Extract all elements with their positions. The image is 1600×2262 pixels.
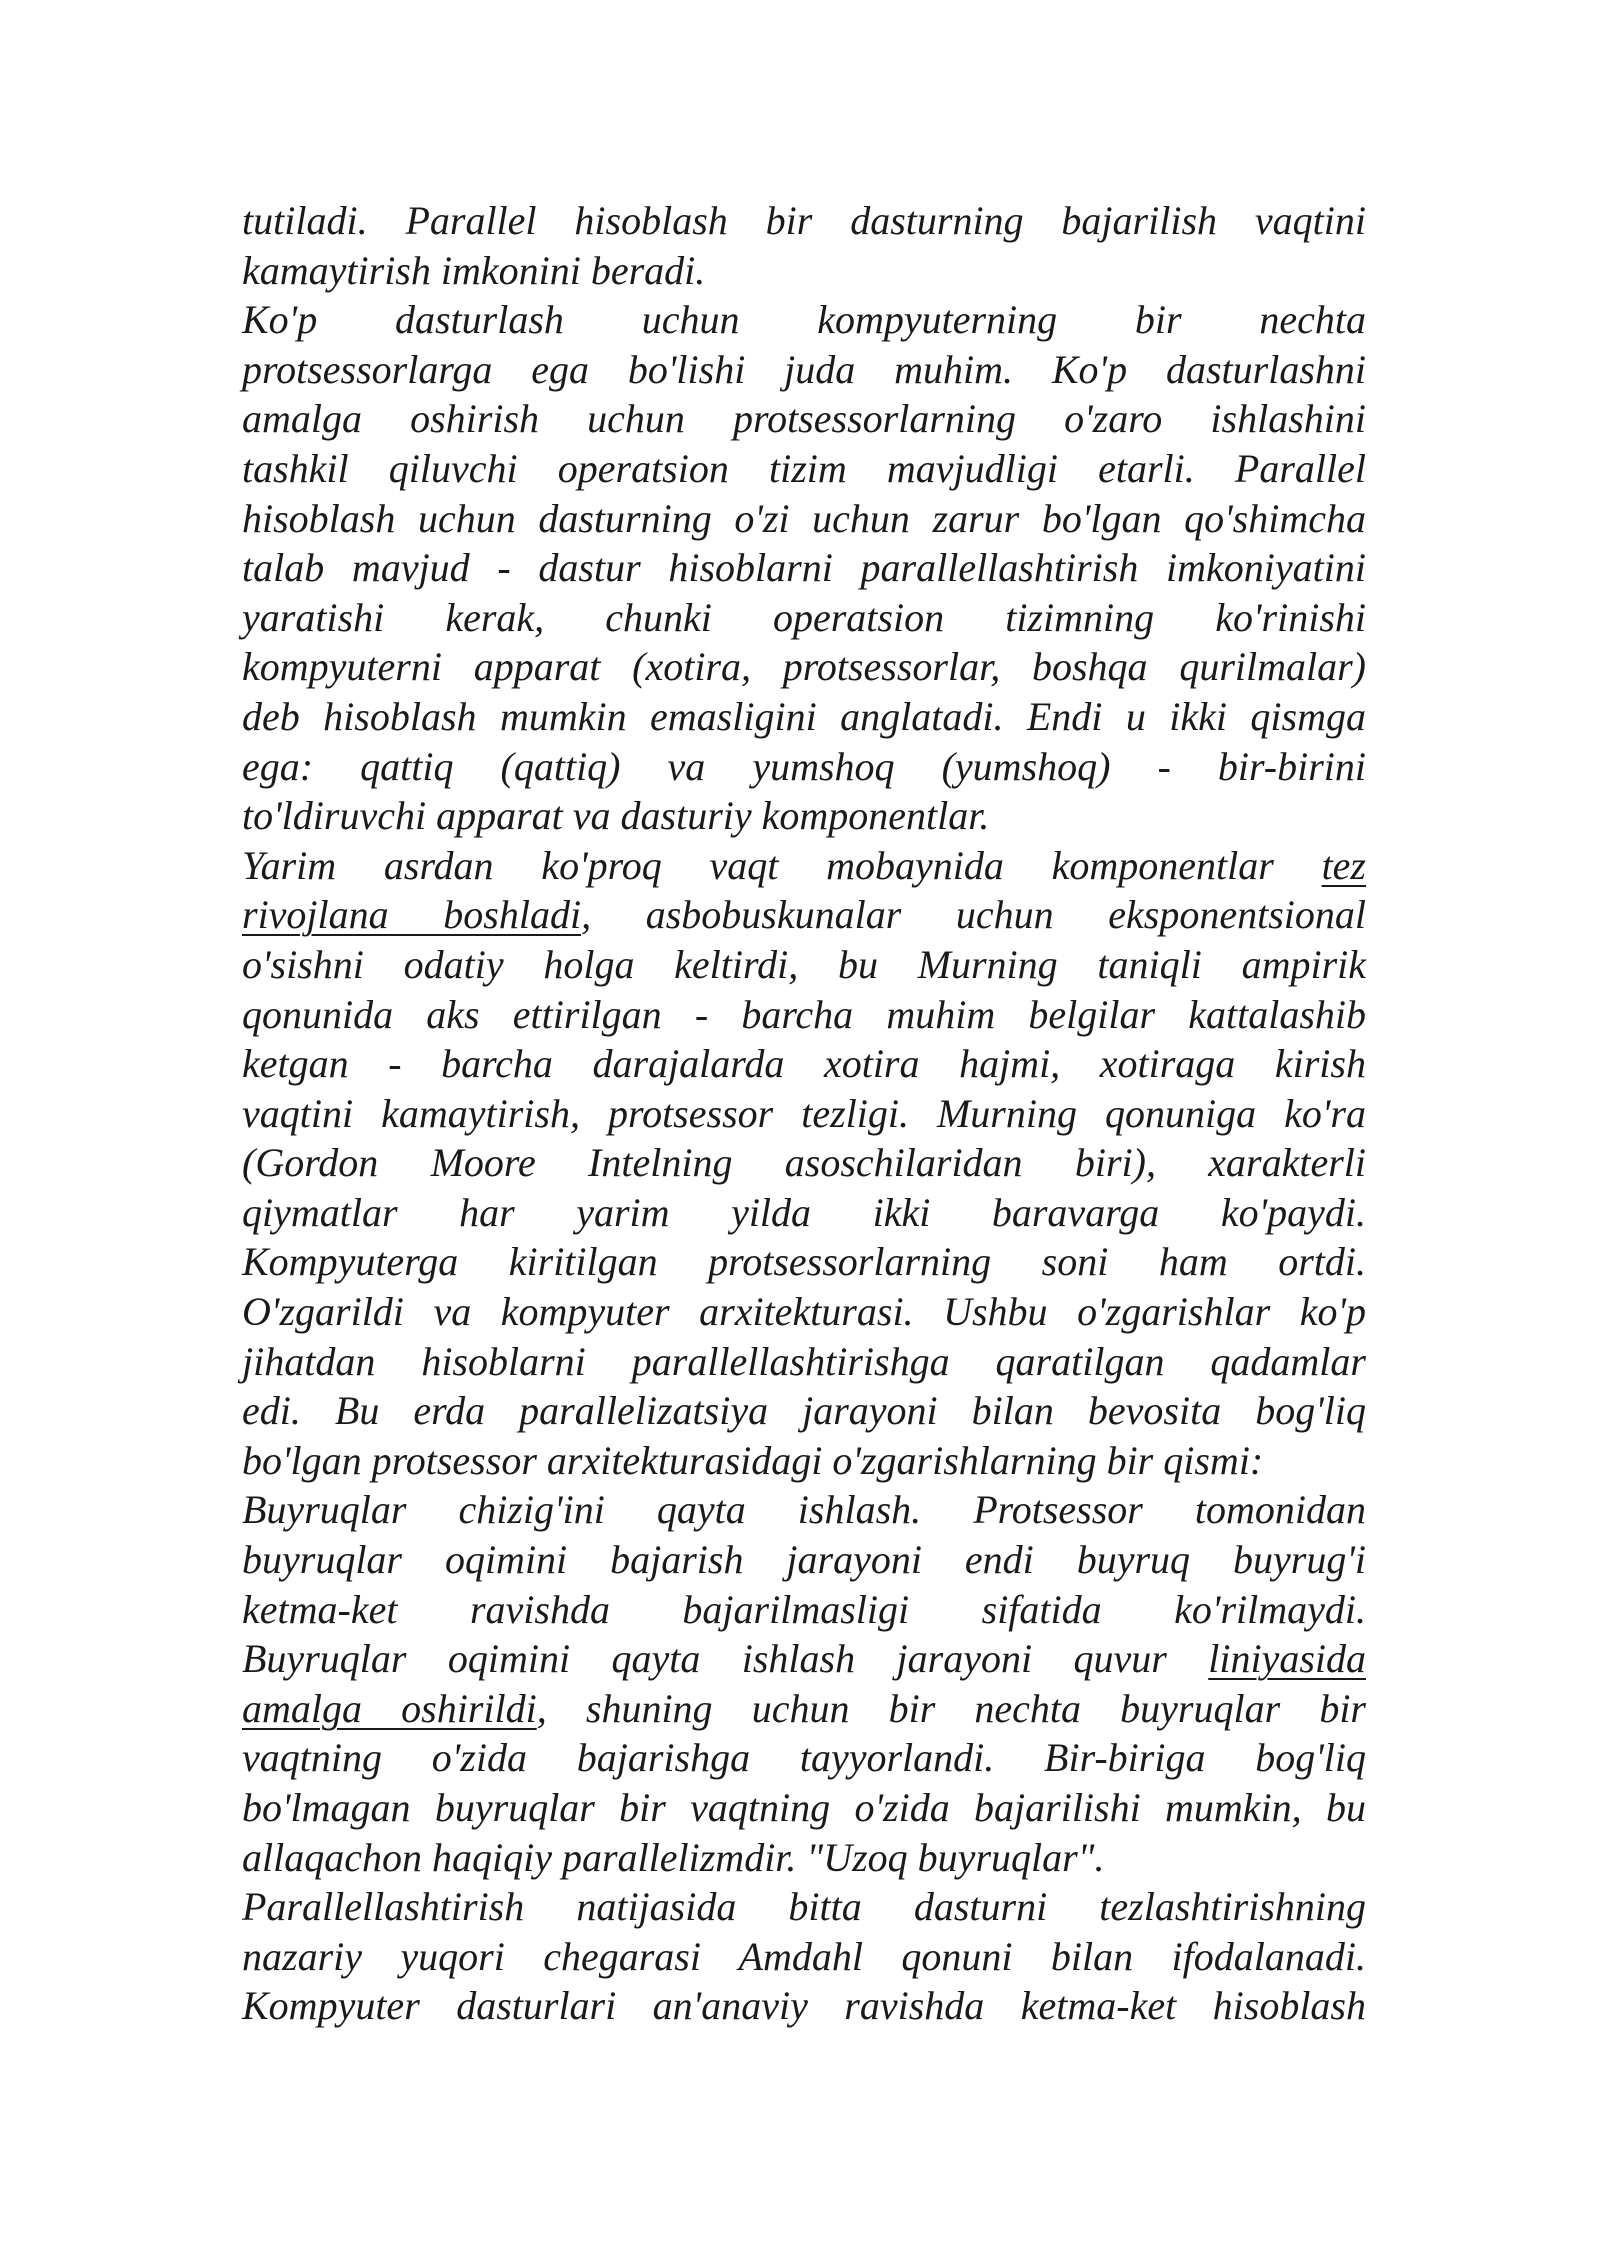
text-segment: deb hisoblash mumkin emasligini anglatadi. Endi u ikki qismga [242, 693, 1366, 739]
text-line [242, 1783, 1366, 1833]
text-segment: protsessorlarga ega bo'lishi juda muhim. Ko'p dasturlashni [242, 346, 1366, 392]
text-line [242, 345, 1366, 395]
underlined-link-text[interactable]: liniyasida [1208, 1636, 1366, 1682]
text-segment: , asbobuskunalar uchun eksponentsional [581, 892, 1366, 938]
text-line [242, 1585, 1366, 1635]
text-line [242, 494, 1366, 544]
text-line [242, 1981, 1366, 2031]
text-line [242, 1188, 1366, 1238]
text-segment: qonunida aks ettirilgan - barcha muhim belgilar kattalashib [242, 991, 1366, 1037]
underlined-link-text[interactable]: amalga oshirildi [242, 1685, 537, 1731]
text-line [242, 1337, 1366, 1387]
text-segment: o'sishni odatiy holga keltirdi, bu Murning taniqli ampirik [242, 941, 1366, 987]
text-segment: (Gordon Moore Intelning asoschilaridan biri), xarakterli [242, 1140, 1366, 1186]
text-segment: ketma-ket ravishda bajarilmasligi sifatida ko'rilmaydi. [242, 1586, 1366, 1632]
text-line [242, 1436, 1366, 1486]
text-line [242, 1634, 1366, 1684]
text-line [242, 692, 1366, 742]
text-line [242, 1485, 1366, 1535]
text-segment: vaqtini kamaytirish, protsessor tezligi. Murning qonuniga ko'ra [242, 1090, 1366, 1136]
text-line [242, 1287, 1366, 1337]
text-line [242, 1138, 1366, 1188]
text-segment: Buyruqlar chizig'ini qayta ishlash. Protsessor tomonidan [242, 1487, 1366, 1533]
text-segment: to'ldiruvchi apparat va dasturiy komponentlar. [242, 793, 990, 839]
text-segment: Kompyuter dasturlari an'anaviy ravishda ketma-ket hisoblash [242, 1983, 1366, 2029]
text-segment: edi. Bu erda parallelizatsiya jarayoni bilan bevosita bog'liq [242, 1388, 1366, 1434]
text-line [242, 642, 1366, 692]
text-line [242, 791, 1366, 841]
text-line [242, 1089, 1366, 1139]
text-line [242, 1386, 1366, 1436]
text-segment: , shuning uchun bir nechta buyruqlar bir [536, 1685, 1366, 1731]
text-line [242, 742, 1366, 792]
text-line [242, 940, 1366, 990]
text-segment: tashkil qiluvchi operatsion tizim mavjudligi etarli. Parallel [242, 445, 1366, 491]
text-line [242, 1882, 1366, 1932]
text-segment: talab mavjud - dastur hisoblarni parallellashtirish imkoniyatini [242, 545, 1366, 591]
text-segment: O'zgarildi va kompyuter arxitekturasi. Ushbu o'zgarishlar ko'p [242, 1289, 1366, 1335]
text-segment: hisoblash uchun dasturning o'zi uchun zarur bo'lgan qo'shimcha [242, 495, 1366, 541]
text-line [242, 246, 1366, 296]
text-segment: kompyuterni apparat (xotira, protsessorlar, boshqa qurilmalar) [242, 644, 1366, 690]
underlined-link-text[interactable]: tez [1321, 842, 1366, 888]
text-segment: ketgan - barcha darajalarda xotira hajmi, xotiraga kirish [242, 1041, 1366, 1087]
text-segment: bo'lmagan buyruqlar bir vaqtning o'zida bajarilishi mumkin, bu [242, 1785, 1366, 1830]
text-line [242, 841, 1366, 891]
text-line [242, 196, 1366, 246]
text-line [242, 1932, 1366, 1982]
text-line [242, 593, 1366, 643]
text-line [242, 1237, 1366, 1287]
text-line [242, 890, 1366, 940]
text-line [242, 1733, 1366, 1783]
text-segment: Yarim asrdan ko'proq vaqt mobaynida komponentlar [242, 842, 1322, 888]
text-line [242, 1039, 1366, 1089]
text-line [242, 1833, 1366, 1883]
text-segment: allaqachon haqiqiy parallelizmdir. "Uzoq buyruqlar". [242, 1834, 1105, 1880]
text-segment: Ko'p dasturlash uchun kompyuterning bir nechta [242, 297, 1366, 343]
text-segment: tutiladi. Parallel hisoblash bir dasturning bajarilish vaqtini [242, 198, 1366, 243]
text-segment: vaqtning o'zida bajarishga tayyorlandi. Bir-biriga bog'liq [242, 1735, 1366, 1781]
underlined-link-text[interactable]: rivojlana boshladi [242, 892, 582, 938]
text-segment: ega: qattiq (qattiq) va yumshoq (yumshoq) - bir-birini [242, 743, 1366, 789]
text-line [242, 543, 1366, 593]
text-segment: amalga oshirish uchun protsessorlarning o'zaro ishlashini [242, 396, 1366, 442]
text-line [242, 990, 1366, 1040]
text-segment: nazariy yuqori chegarasi Amdahl qonuni bilan ifodalanadi. [242, 1933, 1366, 1979]
text-segment: bo'lgan protsessor arxitekturasidagi o'zgarishlarning bir qismi: [242, 1437, 1264, 1483]
text-line [242, 444, 1366, 494]
text-segment: Kompyuterga kiritilgan protsessorlarning soni ham ortdi. [242, 1239, 1366, 1285]
text-segment: Parallellashtirish natijasida bitta dasturni tezlashtirishning [242, 1884, 1366, 1930]
text-line [242, 394, 1366, 444]
text-segment: qiymatlar har yarim yilda ikki baravarga ko'paydi. [242, 1189, 1366, 1235]
text-segment: jihatdan hisoblarni parallellashtirishga qaratilgan qadamlar [242, 1338, 1366, 1384]
text-line [242, 1535, 1366, 1585]
text-line [242, 1684, 1366, 1734]
text-segment: Buyruqlar oqimini qayta ishlash jarayoni quvur [242, 1636, 1209, 1682]
body-text [242, 196, 1366, 2031]
text-segment: yaratishi kerak, chunki operatsion tizimning ko'rinishi [242, 594, 1366, 640]
text-segment: kamaytirish imkonini beradi. [242, 247, 706, 293]
text-line [242, 295, 1366, 345]
text-segment: buyruqlar oqimini bajarish jarayoni endi buyruq buyrug'i [242, 1537, 1366, 1583]
